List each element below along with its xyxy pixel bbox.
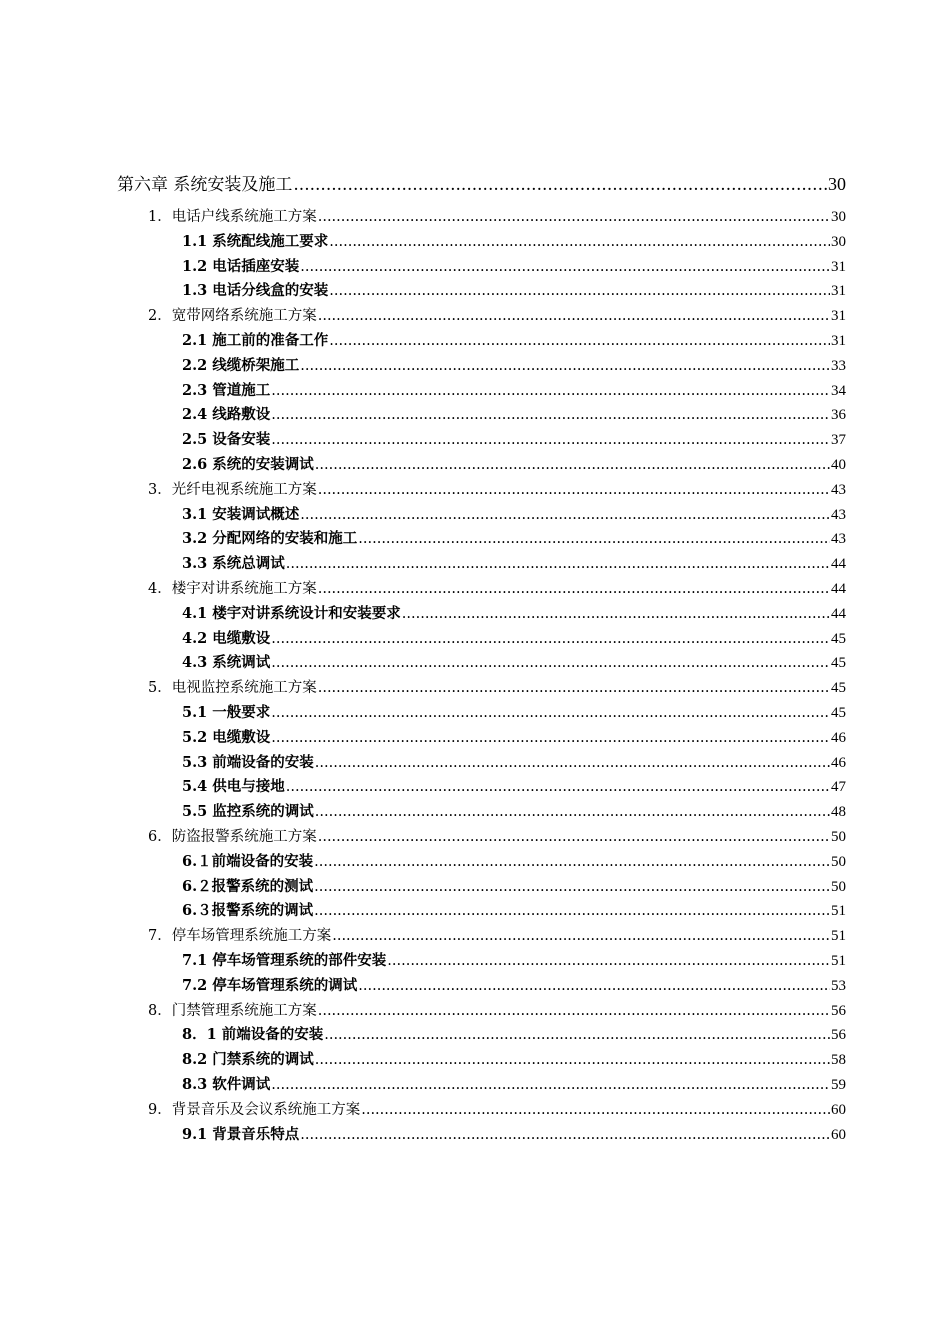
toc-entry[interactable] [148, 1098, 846, 1119]
toc-page-number: 46 [831, 754, 846, 771]
toc-entry-title: 8．1 前端设备的安装 [182, 1026, 324, 1044]
toc-entry[interactable] [182, 1023, 846, 1044]
toc-dot-leader [318, 308, 830, 324]
toc-page-number: 44 [831, 605, 846, 622]
toc-dot-leader [329, 234, 830, 250]
toc-page-number: 48 [831, 804, 846, 821]
toc-entry[interactable] [182, 949, 846, 970]
toc-dot-leader [402, 606, 830, 622]
toc-dot-leader [314, 854, 830, 870]
toc-entry[interactable] [182, 354, 846, 375]
toc-dot-leader [358, 531, 830, 547]
toc-entry-title: 7.1 停车场管理系统的部件安装 [182, 952, 387, 969]
toc-entry-title: 3.2 分配网络的安装和施工 [182, 530, 358, 548]
toc-entry-title: 8．门禁管理系统施工方案 [148, 1002, 317, 1019]
toc-page-number: 40 [831, 457, 846, 473]
toc-entry[interactable] [148, 825, 846, 846]
toc-dot-leader [271, 383, 830, 399]
toc-entry-title: 1．电话户线系统施工方案 [148, 209, 317, 225]
toc-entry-title: 2．宽带网络系统施工方案 [148, 308, 317, 325]
toc-entry-title: 6．防盗报警系统施工方案 [148, 829, 317, 845]
toc-entry-title: 7.2 停车场管理系统的调试 [182, 976, 358, 994]
toc-entry-title: 2.3 管道施工 [182, 381, 271, 399]
toc-entry[interactable] [182, 875, 846, 896]
toc-page-number: 53 [831, 977, 846, 994]
toc-dot-leader [271, 705, 830, 721]
toc-page-number: 60 [831, 1126, 846, 1143]
toc-entry-title: 1.3 电话分线盒的安装 [182, 282, 329, 300]
toc-entry[interactable] [182, 230, 846, 251]
toc-entry[interactable] [182, 255, 846, 276]
toc-dot-leader [271, 730, 830, 746]
toc-entry-title: 5.3 前端设备的安装 [182, 753, 314, 771]
toc-entry-title: 5．电视监控系统施工方案 [148, 680, 317, 697]
toc-page-number: 31 [831, 283, 846, 300]
toc-page-number: 34 [831, 382, 846, 399]
toc-entry[interactable] [182, 1073, 846, 1094]
toc-entry[interactable] [182, 775, 846, 796]
toc-dot-leader [293, 175, 827, 195]
toc-dot-leader [318, 581, 830, 597]
toc-entry-title: 第六章 系统安装及施工 [117, 175, 293, 195]
toc-entry[interactable] [182, 899, 846, 920]
toc-page-number: 45 [831, 705, 846, 721]
toc-entry[interactable] [182, 1048, 846, 1069]
toc-entry-title: 4.2 电缆敷设 [182, 629, 271, 647]
toc-dot-leader [286, 779, 830, 795]
toc-entry[interactable] [182, 503, 846, 524]
toc-dot-leader [271, 432, 830, 448]
toc-entry[interactable] [182, 974, 846, 995]
toc-entry[interactable] [182, 751, 846, 772]
toc-page-number: 31 [831, 333, 846, 349]
toc-dot-leader [318, 482, 830, 498]
toc-entry[interactable] [148, 478, 846, 499]
toc-dot-leader [314, 879, 830, 895]
toc-page-number: 51 [831, 903, 846, 920]
toc-entry-title: 8.3 软件调试 [182, 1076, 271, 1093]
toc-page-number: 45 [831, 680, 846, 697]
toc-dot-leader [324, 1027, 830, 1043]
toc-dot-leader [271, 655, 830, 671]
toc-entry-title: 2.6 系统的安装调试 [182, 456, 314, 473]
toc-entry[interactable] [182, 1123, 846, 1144]
toc-page-number: 30 [828, 174, 846, 194]
toc-page-number: 44 [831, 556, 846, 573]
toc-entry[interactable] [148, 924, 846, 945]
toc-page-number: 46 [831, 729, 846, 746]
toc-entry-title: 7．停车场管理系统施工方案 [148, 928, 332, 945]
toc-entry[interactable] [182, 651, 846, 672]
toc-entry[interactable] [182, 453, 846, 474]
toc-page-number: 37 [831, 432, 846, 449]
toc-page-number: 36 [831, 407, 846, 424]
toc-dot-leader [300, 507, 830, 523]
toc-page-number: 50 [831, 878, 846, 895]
toc-entry[interactable] [182, 627, 846, 648]
toc-page-number: 45 [831, 630, 846, 647]
toc-dot-leader [361, 1102, 830, 1118]
toc-entry-title: 1.2 电话插座安装 [182, 257, 300, 275]
toc-entry-title: 5.1 一般要求 [182, 704, 271, 721]
toc-page-number: 47 [831, 779, 846, 796]
toc-page-number: 56 [831, 1002, 846, 1019]
toc-page-number: 33 [831, 357, 846, 374]
toc-entry-title: 3．光纤电视系统施工方案 [148, 481, 317, 498]
toc-dot-leader [315, 804, 830, 820]
toc-entry[interactable] [148, 999, 846, 1020]
toc-dot-leader [329, 283, 830, 299]
toc-dot-leader [329, 333, 830, 349]
toc-entry-title: 4.3 系统调试 [182, 654, 271, 672]
toc-dot-leader [300, 259, 830, 275]
toc-entry[interactable] [148, 304, 846, 325]
toc-entry-title: 5.4 供电与接地 [182, 778, 285, 796]
toc-entry[interactable] [117, 170, 846, 195]
toc-entry[interactable] [182, 403, 846, 424]
toc-page-number: 31 [831, 308, 846, 325]
toc-dot-leader [271, 1077, 830, 1093]
toc-entry[interactable] [182, 850, 846, 871]
toc-entry[interactable] [148, 577, 846, 598]
toc-entry-title: 4.1 楼宇对讲系统设计和安装要求 [182, 604, 401, 622]
toc-entry-title: 2.2 线缆桥架施工 [182, 356, 300, 374]
toc-entry-title: 6.１前端设备的安装 [182, 852, 314, 870]
toc-entry-title: 5.5 监控系统的调试 [182, 803, 314, 821]
toc-dot-leader [315, 755, 830, 771]
toc-dot-leader [358, 978, 830, 994]
toc-entry[interactable] [148, 676, 846, 697]
toc-entry[interactable] [182, 726, 846, 747]
toc-page-number: 60 [831, 1101, 846, 1118]
toc-entry[interactable] [182, 379, 846, 400]
toc-page-number: 58 [831, 1052, 846, 1069]
toc-dot-leader [271, 631, 830, 647]
toc-dot-leader [271, 407, 830, 423]
toc-entry[interactable] [182, 527, 846, 548]
toc-page-number: 30 [831, 209, 846, 225]
toc-dot-leader [315, 457, 830, 473]
toc-dot-leader [387, 953, 830, 969]
toc-page-number: 43 [831, 481, 846, 498]
toc-page-number: 56 [831, 1027, 846, 1044]
toc-entry-title: 3.3 系统总调试 [182, 555, 285, 573]
toc-entry[interactable] [182, 602, 846, 623]
toc-dot-leader [300, 358, 830, 374]
toc-page-number: 50 [831, 853, 846, 870]
toc-page-number: 59 [831, 1077, 846, 1093]
toc-entry[interactable] [182, 701, 846, 722]
toc-entry-title: 9.1 背景音乐特点 [182, 1125, 300, 1143]
toc-page-number: 50 [831, 829, 846, 845]
toc-dot-leader [315, 1052, 830, 1068]
toc-entry-title: 2.5 设备安装 [182, 431, 271, 449]
toc-dot-leader [314, 903, 830, 919]
toc-entry[interactable] [182, 279, 846, 300]
toc-entry-title: 2.1 施工前的准备工作 [182, 332, 329, 349]
toc-entry-title: 6.３报警系统的调试 [182, 902, 314, 920]
toc-entry-title: 8.2 门禁系统的调试 [182, 1051, 314, 1069]
toc-page-number: 44 [831, 581, 846, 597]
toc-entry-title: 2.4 线路敷设 [182, 406, 271, 424]
toc-entry-title: 4．楼宇对讲系统施工方案 [148, 581, 317, 597]
toc-page-number: 31 [831, 258, 846, 275]
toc-entry[interactable] [182, 800, 846, 821]
toc-entry-title: 9．背景音乐及会议系统施工方案 [148, 1101, 361, 1118]
toc-entry-title: 6.２报警系统的测试 [182, 877, 314, 895]
toc-entry[interactable] [148, 205, 846, 226]
toc-page-number: 43 [831, 506, 846, 523]
toc-entry-title: 5.2 电缆敷设 [182, 728, 271, 746]
toc-page-number: 51 [831, 953, 846, 969]
toc-entry[interactable] [182, 428, 846, 449]
toc-dot-leader [318, 829, 830, 845]
toc-dot-leader [318, 680, 830, 696]
toc-dot-leader [318, 209, 830, 225]
toc-page-number: 43 [831, 531, 846, 548]
toc-page-number: 45 [831, 655, 846, 672]
toc-entry[interactable] [182, 552, 846, 573]
toc-page-number: 51 [831, 928, 846, 945]
toc-dot-leader [318, 1003, 830, 1019]
toc-entry[interactable] [182, 329, 846, 350]
toc-entry-title: 3.1 安装调试概述 [182, 505, 300, 523]
toc-dot-leader [332, 928, 830, 944]
toc-dot-leader [300, 1127, 830, 1143]
toc-dot-leader [286, 556, 830, 572]
toc-entry-title: 1.1 系统配线施工要求 [182, 232, 329, 250]
toc-page-number: 30 [831, 233, 846, 250]
